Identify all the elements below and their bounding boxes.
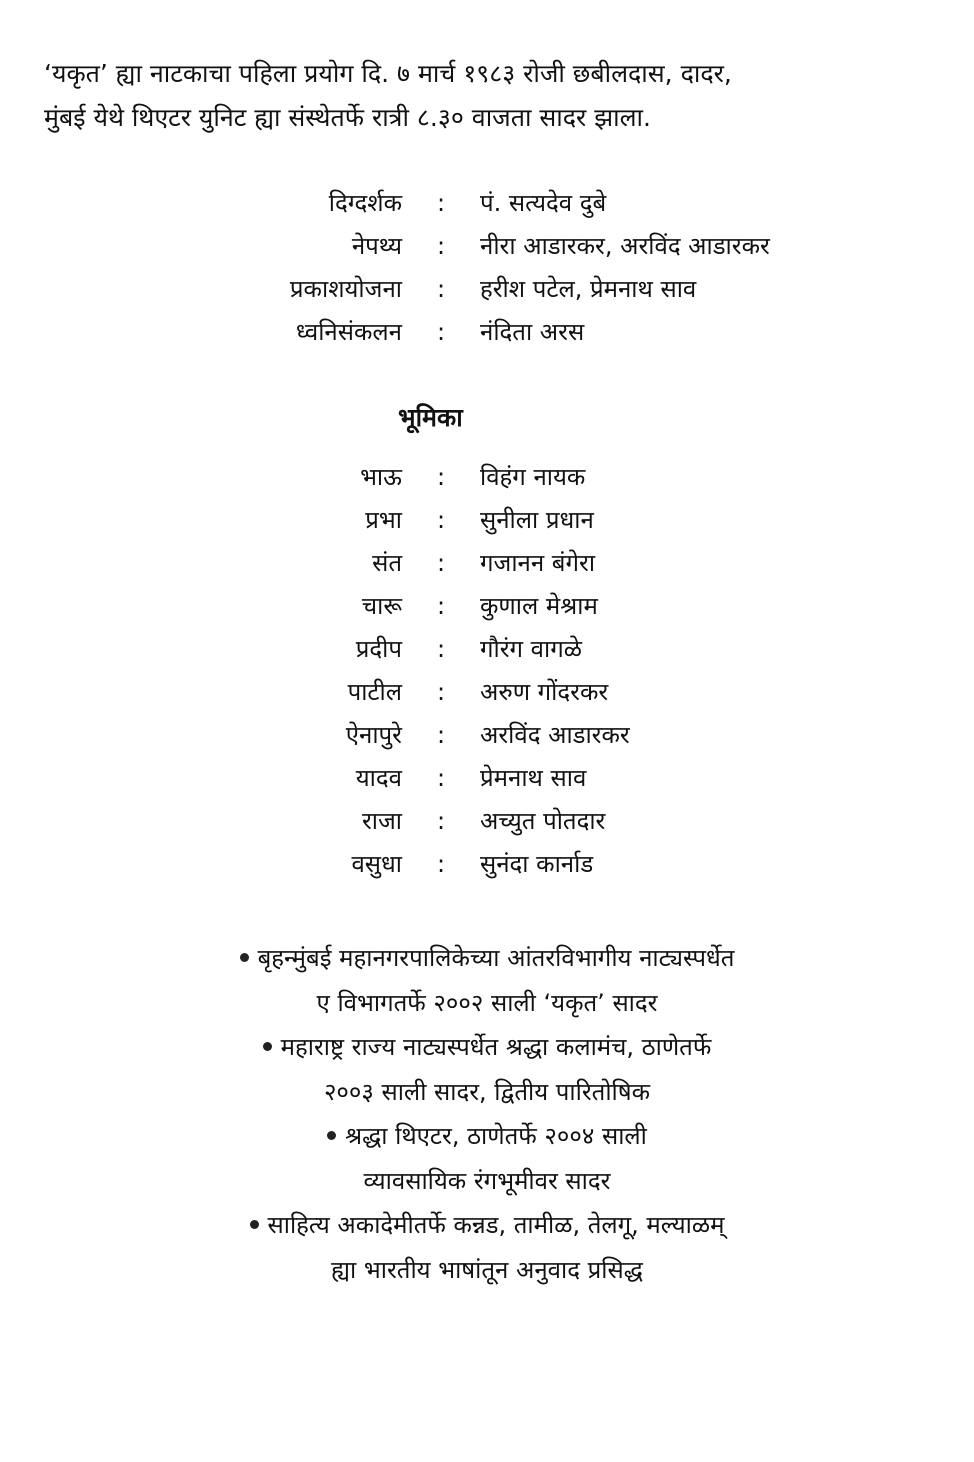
character-name: भाऊ [360, 463, 402, 491]
credit-role: प्रकाशयोजना [289, 275, 402, 303]
character-name: वसुधा [351, 850, 402, 878]
character-name: चारू [361, 592, 402, 620]
credit-row [0, 268, 974, 311]
separator: : [436, 232, 446, 260]
history-item [0, 1114, 974, 1203]
history-line: ह्या भारतीय भाषांतून अनुवाद प्रसिद्ध [331, 1255, 643, 1284]
credit-name: हरीश पटेल, प्रेमनाथ साव [480, 275, 697, 303]
actor-name: गजानन बंगेरा [480, 549, 596, 577]
character-name: प्रभा [365, 506, 402, 534]
cast-heading: भूमिका [398, 403, 463, 432]
separator: : [436, 764, 446, 792]
premiere-note [44, 52, 944, 140]
separator: : [436, 807, 446, 835]
credit-name: नंदिता अरस [480, 318, 585, 346]
actor-name: प्रेमनाथ साव [480, 764, 587, 792]
credit-name: पं. सत्यदेव दुबे [480, 189, 607, 217]
actor-name: गौरंग वागळे [480, 635, 582, 663]
premiere-note-line: ‘यकृत’ ह्या नाटकाचा पहिला प्रयोग दि. ७ मार्च १९८३ रोजी छबीलदास, दादर, [44, 59, 732, 88]
history-line: बृहन्मुंबई महानगरपालिकेच्या आंतरविभागीय नाट्यस्पर्धेत [0, 936, 974, 981]
history-line: ए विभागतर्फे २००२ साली ‘यकृत’ सादर [316, 988, 658, 1017]
history-line: साहित्य अकादेमीतर्फे कन्नड, तामीळ, तेलगू, मल्याळम् [0, 1203, 974, 1248]
actor-name: सुनंदा कार्नाड [480, 850, 594, 878]
separator: : [436, 592, 446, 620]
history-item [0, 1025, 974, 1114]
bullet-icon [250, 1220, 259, 1229]
separator: : [436, 318, 446, 346]
separator: : [436, 189, 446, 217]
credit-row [0, 225, 974, 268]
separator: : [436, 275, 446, 303]
history-item [0, 936, 974, 1025]
actor-name: अच्युत पोतदार [480, 807, 606, 835]
separator: : [436, 635, 446, 663]
credit-role: नेपथ्य [351, 232, 402, 260]
cast-row [0, 456, 974, 499]
cast-row [0, 800, 974, 843]
premiere-note-line: मुंबई येथे थिएटर युनिट ह्या संस्थेतर्फे रात्री ८.३० वाजता सादर झाला. [44, 103, 651, 132]
cast-row [0, 757, 974, 800]
credit-name: नीरा आडारकर, अरविंद आडारकर [480, 232, 770, 260]
credit-row [0, 182, 974, 225]
actor-name: अरुण गोंदरकर [480, 678, 609, 706]
bullet-icon [240, 953, 249, 962]
actor-name: सुनीला प्रधान [480, 506, 594, 534]
cast-row [0, 671, 974, 714]
separator: : [436, 463, 446, 491]
history-line: श्रद्धा थिएटर, ठाणेतर्फे २००४ साली [0, 1114, 974, 1159]
separator: : [436, 721, 446, 749]
character-name: यादव [355, 764, 402, 792]
cast-list [0, 456, 974, 886]
separator: : [436, 506, 446, 534]
cast-row [0, 843, 974, 886]
character-name: प्रदीप [355, 635, 402, 663]
cast-row [0, 628, 974, 671]
history-item [0, 1203, 974, 1292]
cast-row [0, 714, 974, 757]
bullet-icon [327, 1131, 336, 1140]
credit-role: ध्वनिसंकलन [295, 318, 402, 346]
actor-name: कुणाल मेश्राम [480, 592, 598, 620]
actor-name: विहंग नायक [480, 463, 586, 491]
character-name: ऐनापुरे [345, 721, 402, 749]
character-name: संत [372, 549, 402, 577]
history-line: व्यावसायिक रंगभूमीवर सादर [363, 1166, 611, 1195]
separator: : [436, 549, 446, 577]
cast-row [0, 585, 974, 628]
production-credits [0, 182, 974, 354]
production-history [0, 936, 974, 1292]
actor-name: अरविंद आडारकर [480, 721, 630, 749]
separator: : [436, 850, 446, 878]
history-line: महाराष्ट्र राज्य नाट्यस्पर्धेत श्रद्धा कलामंच, ठाणेतर्फे [0, 1025, 974, 1070]
character-name: पाटील [347, 678, 402, 706]
bullet-icon [263, 1042, 272, 1051]
character-name: राजा [361, 807, 402, 835]
history-line: २००३ साली सादर, द्वितीय पारितोषिक [323, 1077, 651, 1106]
credit-row [0, 311, 974, 354]
credit-role: दिग्दर्शक [328, 189, 402, 217]
cast-row [0, 542, 974, 585]
cast-row [0, 499, 974, 542]
separator: : [436, 678, 446, 706]
